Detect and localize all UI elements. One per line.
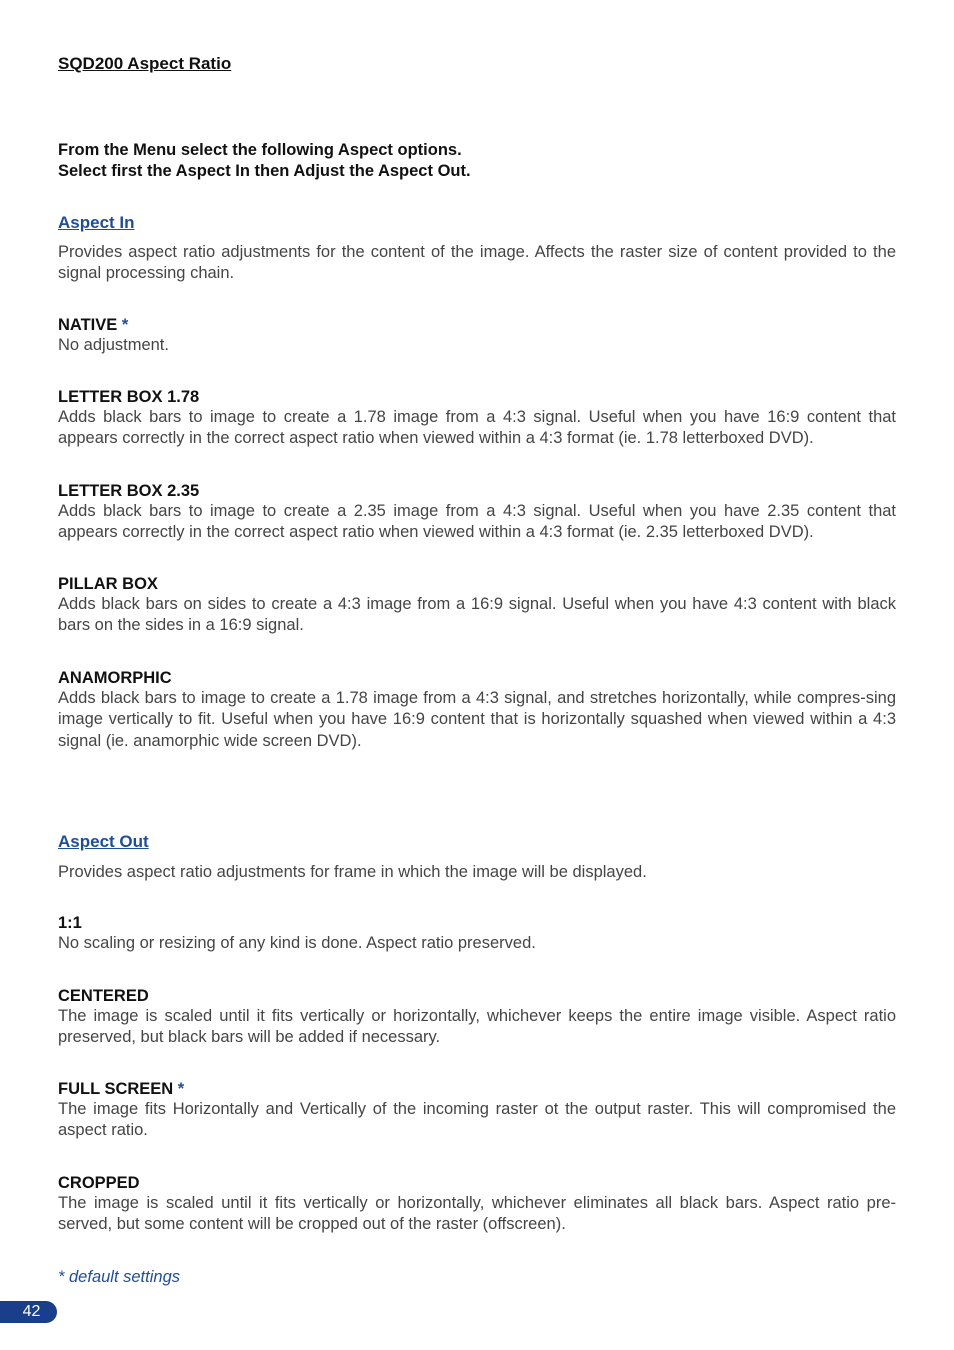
term-label: ANAMORPHIC [58,669,172,687]
term-label: NATIVE [58,316,118,334]
default-marker: * [121,316,129,334]
aspect-in-anamorphic [58,669,896,752]
page-title: SQD200 Aspect Ratio [58,54,232,73]
term-label: 1:1 [58,914,82,932]
page-number: 42 [22,1303,41,1320]
term-description: Adds black bars to image to create a 2.35 image from a 4:3 signal. Useful when you have 2.35 content that appears correctly in the correct aspect ratio when viewed within a 4:3 format (ie. 2.35 letterboxed DVD). [58,502,896,542]
aspect-out-cropped [58,1174,896,1236]
term-label: CROPPED [58,1174,140,1192]
term-label: PILLAR BOX [58,575,158,593]
aspect-in-native [58,316,896,356]
term-label: LETTER BOX 2.35 [58,482,200,500]
term-description: No scaling or resizing of any kind is done. Aspect ratio preserved. [58,934,536,952]
term-label: CENTERED [58,987,149,1005]
term-label: LETTER BOX 1.78 [58,388,200,406]
term-description: The image fits Horizontally and Vertically of the incoming raster ot the output raster. This will compromised the aspect ratio. [58,1100,896,1140]
aspect-in-heading[interactable]: Aspect In [58,213,135,232]
term-description: Adds black bars on sides to create a 4:3 image from a 16:9 signal. Useful when you have 4:3 content with black bars on the sides in a 16:9 signal. [58,595,896,635]
default-settings-footnote: * default settings [58,1268,180,1286]
page-number-badge [0,1301,57,1323]
aspect-in-letterbox-178 [58,388,896,450]
aspect-in-description: Provides aspect ratio adjustments for the content of the image. Affects the raster size of content provided to the signal processing chain. [58,243,896,283]
default-marker: * [177,1080,185,1098]
term-description: The image is scaled until it fits vertically or horizontally, whichever keeps the entire image visible. Aspect ratio preserved, but black bars will be added if necessary. [58,1007,896,1047]
aspect-in-letterbox-235 [58,482,896,544]
intro-text [58,140,896,182]
intro-line-2: Select first the Aspect In then Adjust the Aspect Out. [58,162,471,180]
aspect-out-1-1 [58,914,896,954]
term-description: No adjustment. [58,336,169,354]
aspect-out-full-screen [58,1080,896,1142]
aspect-out-centered [58,987,896,1049]
term-description: Adds black bars to image to create a 1.78 image from a 4:3 signal. Useful when you have 16:9 content that appears correctly in the correct aspect ratio when viewed within a 4:3 format (ie. 1.78 letterboxed DVD). [58,408,896,448]
aspect-in-pillar-box [58,575,896,637]
aspect-out-description: Provides aspect ratio adjustments for frame in which the image will be displayed. [58,863,647,881]
term-description: Adds black bars to image to create a 1.78 image from a 4:3 signal, and stretches horizontally, while compres-sing image vertically to fit. Useful when you have 16:9 content that is horizontally squashed when viewed within a 4:3 signal (ie. anamorphic wide screen DVD). [58,689,896,750]
term-label: FULL SCREEN [58,1080,174,1098]
intro-line-1: From the Menu select the following Aspect options. [58,141,462,159]
term-description: The image is scaled until it fits vertically or horizontally, whichever eliminates all black bars. Aspect ratio pre-served, but some content will be cropped out of the raster (offscreen). [58,1194,896,1234]
aspect-out-heading[interactable]: Aspect Out [58,832,149,851]
